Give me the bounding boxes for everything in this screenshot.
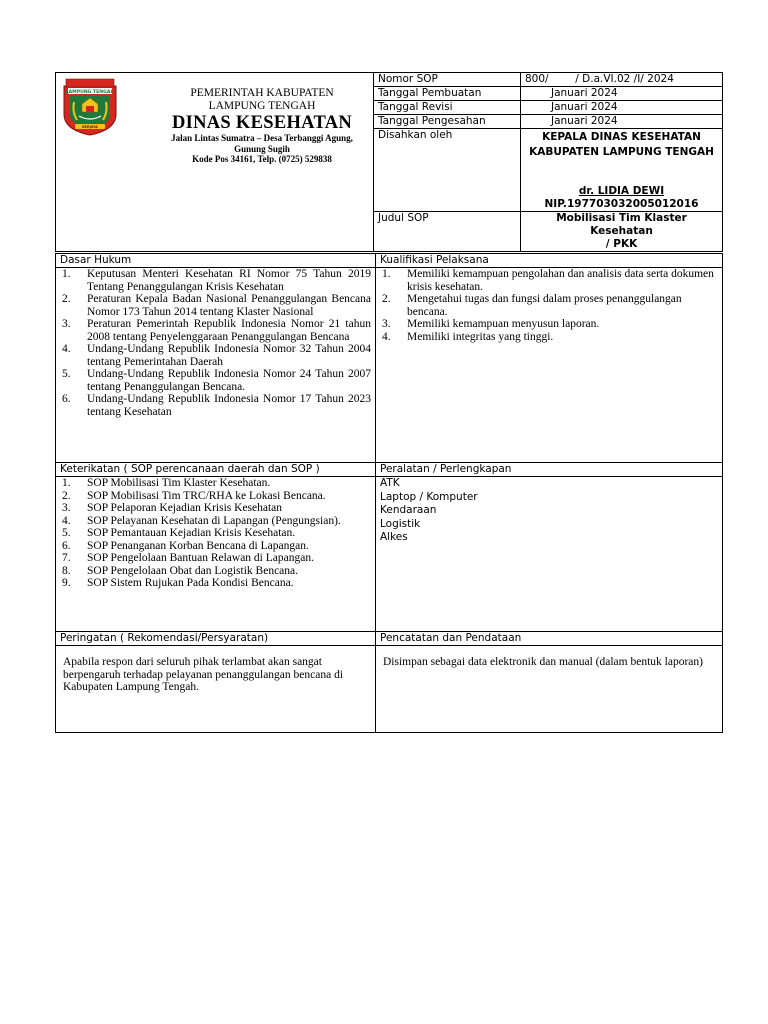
judul-sop-label: Judul SOP — [374, 212, 521, 252]
list-item — [60, 343, 371, 368]
keterikatan-title: Keterikatan ( SOP perencanaan daerah dan SOP ) — [56, 463, 376, 477]
list-item-text: SOP Pelaporan Kejadian Krisis Kesehatan — [87, 502, 283, 514]
list-item-number: 1. — [62, 268, 71, 280]
equipment-item: ATK — [380, 477, 400, 489]
list-item-number: 4. — [62, 514, 71, 527]
judul-line-2: / PKK — [605, 238, 638, 250]
equipment-item: Alkes — [380, 531, 408, 543]
list-item-number: 6. — [62, 393, 71, 405]
list-item-text: Undang-Undang Republik Indonesia Nomor 32 Tahun 2004 tentang Pemerintahan Daerah — [87, 343, 371, 368]
address-line-1: Jalan Lintas Sumatra – Desa Terbanggi Agung, — [171, 133, 353, 143]
peringatan-text: Apabila respon dari seluruh pihak terlambat akan sangat berpengaruh terhadap pelayanan penanggulangan bencana di Kabupaten Lampung Tengah. — [63, 656, 344, 693]
list-item-number: 5. — [62, 527, 71, 539]
list-item-text: Memiliki kemampuan menyusun laporan. — [407, 318, 600, 330]
address-line-3: Kode Pos 34161, Telp. (0725) 529838 — [192, 154, 332, 164]
peringatan-title: Peringatan ( Rekomendasi/Persyaratan) — [56, 632, 376, 646]
list-item-text: Peraturan Kepala Badan Nasional Penanggulangan Bencana Nomor 173 Tahun 2014 tentang Klaster Nasional — [87, 293, 371, 318]
judul-line-1: Mobilisasi Tim Klaster Kesehatan — [556, 212, 687, 237]
list-item-number: 3. — [62, 502, 71, 514]
pencatatan-text: Disimpan sebagai data elektronik dan manual (dalam bentuk laporan) — [383, 656, 703, 668]
tanggal-revisi-value: Januari 2024 — [521, 101, 723, 115]
sop-header-table — [55, 72, 723, 252]
peringatan-content — [56, 646, 376, 733]
list-item-text: Memiliki kemampuan pengolahan dan analisis data serta dokumen krisis kesehatan. — [407, 268, 714, 293]
list-item-text: SOP Pengelolaan Bantuan Relawan di Lapangan. — [87, 552, 314, 564]
list-item — [60, 393, 371, 418]
tanggal-pembuatan-label: Tanggal Pembuatan — [374, 87, 521, 101]
list-item-number: 4. — [62, 343, 71, 355]
list-item-text: SOP Pemantauan Kejadian Krisis Kesehatan. — [87, 527, 296, 539]
list-item — [60, 368, 371, 393]
list-item — [380, 268, 718, 293]
dasar-hukum-content — [56, 268, 376, 463]
list-item — [60, 552, 371, 565]
list-item — [60, 540, 371, 553]
sop-detail-table — [55, 253, 723, 733]
list-item — [60, 318, 371, 343]
list-item-text: Keputusan Menteri Kesehatan RI Nomor 75 Tahun 2019 Tentang Penanggulangan Krisis Kesehatan — [87, 268, 371, 293]
gov-line-1: PEMERINTAH KABUPATEN — [190, 87, 334, 99]
list-item-number: 4. — [382, 330, 391, 343]
list-item — [60, 527, 371, 540]
agency-title-block — [142, 87, 382, 165]
kualifikasi-list — [380, 268, 718, 343]
list-item-text: Mengetahui tugas dan fungsi dalam proses penanggulangan bencana. — [407, 293, 682, 318]
list-item-text: SOP Mobilisasi Tim TRC/RHA ke Lokasi Bencana. — [87, 489, 326, 502]
peralatan-title: Peralatan / Perlengkapan — [376, 463, 723, 477]
agency-identity-cell — [56, 73, 374, 252]
list-item-number: 3. — [382, 318, 391, 330]
list-item-text: Undang-Undang Republik Indonesia Nomor 17 Tahun 2023 tentang Kesehatan — [87, 393, 371, 418]
list-item — [60, 515, 371, 528]
equipment-item: Kendaraan — [380, 504, 437, 516]
tanggal-pengesahan-value: Januari 2024 — [521, 115, 723, 129]
kualifikasi-title: Kualifikasi Pelaksana — [376, 254, 723, 268]
list-item-number: 3. — [62, 318, 71, 330]
list-item — [60, 502, 371, 515]
list-item-number: 6. — [62, 539, 71, 552]
gov-line-2: LAMPUNG TENGAH — [208, 100, 316, 112]
tanggal-pengesahan-label: Tanggal Pengesahan — [374, 115, 521, 129]
list-item-text: Peraturan Pemerintah Republik Indonesia Nomor 21 tahun 2008 tentang Penyelenggaraan Penanggulangan Bencana — [87, 318, 371, 343]
list-item-number: 9. — [62, 577, 71, 589]
agency-name: DINAS KESEHATAN — [171, 113, 353, 133]
list-item — [380, 293, 718, 318]
pencatatan-title: Pencatatan dan Pendataan — [376, 632, 723, 646]
list-item-number: 5. — [62, 368, 71, 380]
list-item-number: 1. — [62, 477, 71, 489]
equipment-item: Logistik — [380, 517, 421, 530]
lampung-tengah-emblem-icon — [63, 78, 117, 136]
dasar-hukum-list — [60, 268, 371, 418]
address-line-2: Gunung Sugih — [234, 143, 290, 154]
list-item-text: SOP Sistem Rujukan Pada Kondisi Bencana. — [87, 577, 294, 589]
kualifikasi-content — [376, 268, 723, 463]
tanggal-revisi-label: Tanggal Revisi — [374, 101, 521, 115]
emblem-bottom-text: BERJAYA — [82, 125, 98, 129]
list-item-text: SOP Pengelolaan Obat dan Logistik Bencana. — [87, 564, 299, 577]
list-item — [380, 331, 718, 344]
signer-name: dr. LIDIA DEWI — [578, 185, 665, 197]
list-item-number: 7. — [62, 552, 71, 564]
list-item-number: 1. — [382, 268, 391, 280]
disahkan-oleh-label: Disahkan oleh — [374, 129, 521, 212]
tanggal-pembuatan-value: Januari 2024 — [521, 87, 723, 101]
nomor-sop-label: Nomor SOP — [374, 73, 521, 87]
list-item-number: 2. — [62, 489, 71, 502]
list-item — [60, 565, 371, 578]
dasar-hukum-title: Dasar Hukum — [56, 254, 376, 268]
list-item-text: SOP Penanganan Korban Bencana di Lapangan. — [87, 539, 309, 552]
peralatan-content — [376, 477, 723, 632]
keterikatan-content — [56, 477, 376, 632]
list-item-text: SOP Mobilisasi Tim Klaster Kesehatan. — [87, 477, 271, 489]
judul-sop-value — [521, 212, 723, 252]
nomor-sop-value: 800/ / D.a.VI.02 /I/ 2024 — [521, 73, 723, 87]
peralatan-list — [380, 477, 718, 545]
list-item — [60, 490, 371, 503]
disahkan-line-1: KEPALA DINAS KESEHATAN — [542, 131, 701, 143]
list-item — [60, 577, 371, 590]
list-item — [380, 318, 718, 331]
signer-nip: NIP.197703032005012016 — [544, 198, 699, 210]
disahkan-oleh-cell — [521, 129, 723, 212]
pencatatan-content — [376, 646, 723, 733]
list-item — [60, 293, 371, 318]
list-item — [60, 268, 371, 293]
keterikatan-list — [60, 477, 371, 590]
equipment-item: Laptop / Komputer — [380, 490, 478, 503]
list-item-number: 2. — [62, 293, 71, 305]
list-item-text: Memiliki integritas yang tinggi. — [407, 330, 554, 343]
emblem-top-text: LAMPUNG TENGAH — [65, 90, 115, 95]
list-item — [60, 477, 371, 490]
list-item-number: 8. — [62, 564, 71, 577]
disahkan-line-2: KABUPATEN LAMPUNG TENGAH — [529, 146, 714, 158]
list-item-text: SOP Pelayanan Kesehatan di Lapangan (Pengungsian). — [87, 514, 341, 527]
list-item-number: 2. — [382, 293, 391, 305]
list-item-text: Undang-Undang Republik Indonesia Nomor 24 Tahun 2007 tentang Penanggulangan Bencana. — [87, 368, 371, 393]
